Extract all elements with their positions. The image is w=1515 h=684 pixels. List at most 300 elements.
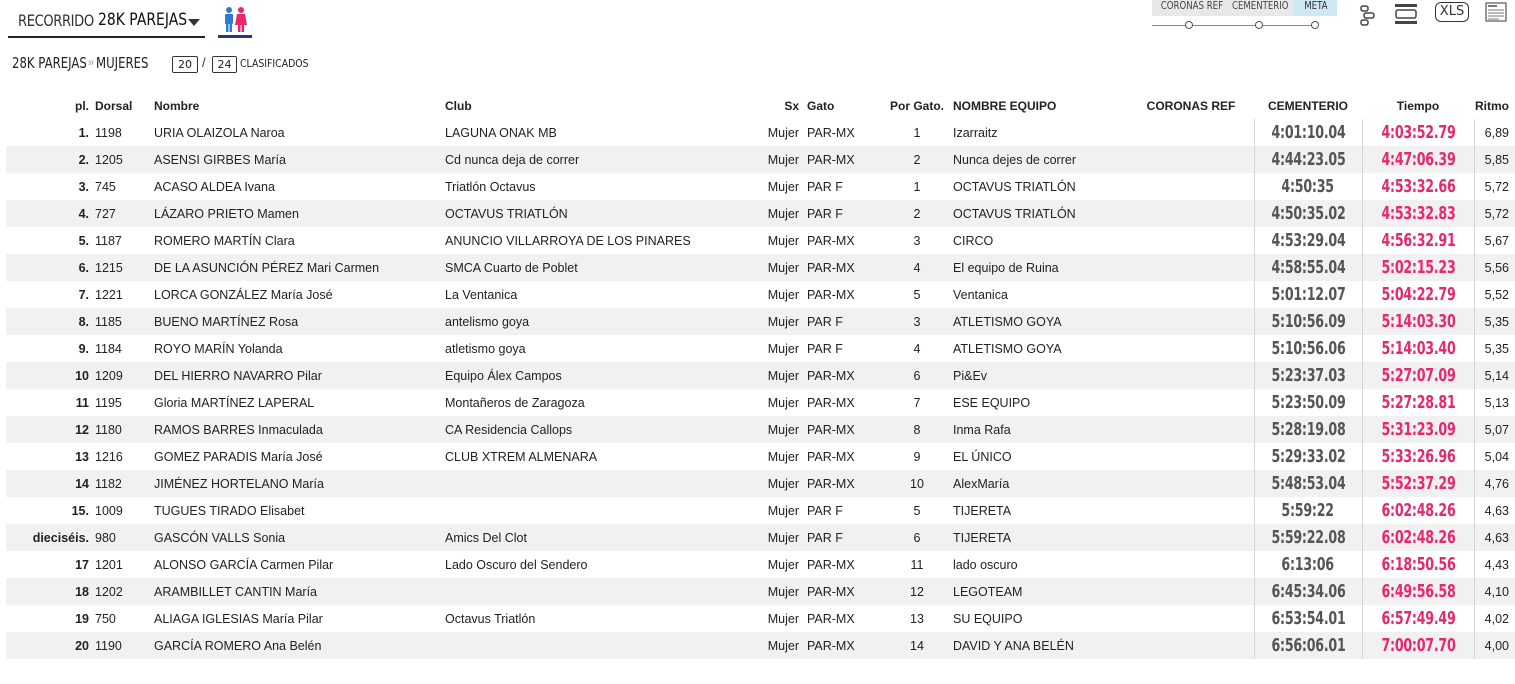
col-header-ritmo[interactable]: Ritmo bbox=[1475, 98, 1509, 113]
cell-tiempo-value: 5:33:26.96 bbox=[1380, 446, 1456, 467]
cell-gato: PAR-MX bbox=[807, 254, 881, 281]
cell-nombre-equipo: Izarraitz bbox=[953, 125, 998, 140]
table-row[interactable] bbox=[6, 389, 1515, 416]
cell-cementerio bbox=[1254, 443, 1362, 470]
cell-coronas-ref bbox=[1128, 605, 1254, 632]
cell-cementerio bbox=[1254, 146, 1362, 173]
col-header-dorsal[interactable]: Dorsal bbox=[95, 98, 133, 113]
cell-cementerio bbox=[1254, 497, 1362, 524]
cell-coronas-ref bbox=[1128, 146, 1254, 173]
cell-nombre-equipo: ATLETISMO GOYA bbox=[953, 308, 1128, 335]
table-row[interactable] bbox=[6, 524, 1515, 551]
total-count: 24 bbox=[212, 56, 237, 73]
cell-pl: dieciséis. bbox=[6, 524, 95, 551]
breadcrumb-course: 28K PAREJAS bbox=[12, 54, 87, 72]
cell-club: La Ventanica bbox=[445, 287, 518, 302]
cell-coronas-ref bbox=[1128, 227, 1254, 254]
cell-tiempo-value: 6:02:48.26 bbox=[1380, 527, 1456, 548]
cell-cementerio bbox=[1254, 389, 1362, 416]
cell-sx: Mujer bbox=[745, 416, 807, 443]
cell-nombre: BUENO MARTÍNEZ Rosa bbox=[154, 308, 445, 335]
breadcrumb-category: MUJERES bbox=[96, 54, 149, 72]
cell-cementerio-value: 5:29:33.02 bbox=[1270, 446, 1346, 467]
cell-tiempo-value: 6:02:48.26 bbox=[1380, 500, 1456, 521]
course-selector-wrapper bbox=[8, 0, 208, 40]
cell-nombre: DE LA ASUNCIÓN PÉREZ Mari Carmen bbox=[154, 254, 445, 281]
cell-pl: 14 bbox=[6, 470, 95, 497]
cell-por-gato: 4 bbox=[913, 341, 921, 356]
table-row[interactable] bbox=[6, 605, 1515, 632]
cell-cementerio bbox=[1254, 227, 1362, 254]
cell-ritmo: 5,04 bbox=[1484, 449, 1509, 464]
cell-nombre: LORCA GONZÁLEZ María José bbox=[154, 287, 333, 302]
cell-club: OCTAVUS TRIATLÓN bbox=[445, 200, 745, 227]
cell-tiempo bbox=[1362, 146, 1474, 173]
cell-por-gato: 10 bbox=[881, 470, 953, 497]
cell-ritmo: 5,14 bbox=[1474, 362, 1515, 389]
cell-club: Equipo Álex Campos bbox=[445, 362, 745, 389]
cell-pl: 2. bbox=[6, 146, 95, 173]
cell-sx: Mujer bbox=[745, 200, 807, 227]
cell-dorsal: 1180 bbox=[95, 416, 154, 443]
table-row[interactable] bbox=[6, 335, 1515, 362]
cell-coronas-ref bbox=[1128, 443, 1254, 470]
col-header-pl[interactable]: pl. bbox=[75, 98, 89, 113]
cell-tiempo-value: 5:02:15.23 bbox=[1380, 257, 1456, 278]
cell-coronas-ref bbox=[1128, 254, 1254, 281]
cell-cementerio-value: 4:53:29.04 bbox=[1270, 230, 1346, 251]
cell-gato: PAR-MX bbox=[807, 557, 855, 572]
cell-club: Cd nunca deja de correr bbox=[445, 146, 745, 173]
cell-ritmo: 6,89 bbox=[1484, 125, 1509, 140]
cell-coronas-ref bbox=[1128, 551, 1254, 578]
cell-nombre: ASENSI GIRBES María bbox=[154, 146, 445, 173]
table-row[interactable] bbox=[6, 173, 1515, 200]
cell-ritmo: 4,00 bbox=[1474, 632, 1515, 659]
cell-gato: PAR-MX bbox=[807, 395, 855, 410]
cell-cementerio bbox=[1254, 281, 1362, 308]
col-header-tiempo[interactable]: Tiempo bbox=[1396, 98, 1440, 113]
cell-nombre: DEL HIERRO NAVARRO Pilar bbox=[154, 362, 445, 389]
slider-stop-meta[interactable] bbox=[1311, 21, 1319, 29]
cell-club: antelismo goya bbox=[445, 308, 745, 335]
cell-coronas-ref bbox=[1128, 119, 1254, 146]
cell-coronas-ref bbox=[1128, 200, 1254, 227]
cell-dorsal: 745 bbox=[95, 179, 116, 194]
tab-cementerio[interactable]: CEMENTERIO bbox=[1224, 0, 1294, 16]
cell-gato: PAR-MX bbox=[807, 233, 855, 248]
cell-dorsal: 727 bbox=[95, 200, 154, 227]
cell-tiempo-value: 6:57:49.49 bbox=[1380, 608, 1456, 629]
cell-tiempo-value: 4:47:06.39 bbox=[1380, 149, 1456, 170]
cell-por-gato: 3 bbox=[913, 233, 921, 248]
cell-sx: Mujer bbox=[745, 254, 807, 281]
results-body bbox=[6, 119, 1515, 659]
cell-ritmo: 4,10 bbox=[1474, 578, 1515, 605]
cell-cementerio bbox=[1254, 308, 1362, 335]
cell-por-gato: 2 bbox=[881, 200, 953, 227]
cell-nombre: RAMOS BARRES Inmaculada bbox=[154, 416, 445, 443]
cell-nombre: GASCÓN VALLS Sonia bbox=[154, 524, 445, 551]
cell-ritmo: 5,52 bbox=[1484, 287, 1509, 302]
cell-cementerio-value: 6:56:06.01 bbox=[1270, 635, 1346, 656]
cell-tiempo-value: 4:53:32.66 bbox=[1380, 176, 1456, 197]
cell-sx: Mujer bbox=[745, 578, 807, 605]
cell-coronas-ref bbox=[1128, 497, 1254, 524]
cell-por-gato: 13 bbox=[910, 611, 924, 626]
cell-gato: PAR F bbox=[807, 200, 881, 227]
cell-club: CLUB XTREM ALMENARA bbox=[445, 449, 598, 464]
cell-nombre: JIMÉNEZ HORTELANO María bbox=[154, 470, 445, 497]
cell-coronas-ref bbox=[1128, 470, 1254, 497]
cell-nombre-equipo: Pi&Ev bbox=[953, 362, 1128, 389]
cell-tiempo bbox=[1362, 254, 1474, 281]
cell-cementerio bbox=[1254, 173, 1362, 200]
col-header-club[interactable]: Club bbox=[445, 98, 472, 113]
cell-gato: PAR-MX bbox=[807, 416, 881, 443]
cell-por-gato: 6 bbox=[881, 362, 953, 389]
cell-dorsal: 1216 bbox=[95, 449, 123, 464]
cell-dorsal: 1201 bbox=[95, 557, 123, 572]
table-row[interactable] bbox=[6, 308, 1515, 335]
cell-pl: 1. bbox=[78, 125, 89, 140]
cell-pl: 6. bbox=[6, 254, 95, 281]
cell-tiempo-value: 5:31:23.09 bbox=[1380, 419, 1456, 440]
table-row[interactable] bbox=[6, 578, 1515, 605]
cell-club: Octavus Triatlón bbox=[445, 611, 536, 626]
cell-cementerio bbox=[1254, 632, 1362, 659]
cell-sx: Mujer bbox=[767, 557, 799, 572]
cell-gato: PAR-MX bbox=[807, 287, 855, 302]
cell-coronas-ref bbox=[1128, 335, 1254, 362]
table-row[interactable] bbox=[6, 551, 1515, 578]
table-row[interactable] bbox=[6, 470, 1515, 497]
cell-tiempo-value: 5:52:37.29 bbox=[1380, 473, 1456, 494]
compact-view-icon bbox=[1394, 3, 1418, 25]
cell-dorsal: 1185 bbox=[95, 308, 154, 335]
cell-club bbox=[445, 497, 745, 524]
cell-tiempo-value: 4:56:32.91 bbox=[1380, 230, 1456, 251]
cell-sx: Mujer bbox=[745, 146, 807, 173]
cell-club: Lado Oscuro del Sendero bbox=[445, 557, 588, 572]
cell-cementerio bbox=[1254, 551, 1362, 578]
cell-ritmo: 5,85 bbox=[1474, 146, 1515, 173]
cell-por-gato: 1 bbox=[913, 125, 921, 140]
slider-stop-coronas[interactable] bbox=[1185, 21, 1193, 29]
cell-nombre: GOMEZ PARADIS María José bbox=[154, 449, 323, 464]
results-table bbox=[6, 92, 1515, 659]
cell-pl: 17 bbox=[75, 557, 89, 572]
cell-tiempo bbox=[1362, 335, 1474, 362]
tab-meta[interactable]: META bbox=[1294, 0, 1337, 16]
col-header-gato[interactable]: Gato bbox=[807, 98, 835, 113]
cell-sx: Mujer bbox=[767, 233, 799, 248]
cell-tiempo-value: 4:53:32.83 bbox=[1380, 203, 1456, 224]
cell-dorsal: 1198 bbox=[95, 125, 122, 140]
cell-nombre: URIA OLAIZOLA Naroa bbox=[154, 125, 285, 140]
cell-ritmo: 4,43 bbox=[1484, 557, 1509, 572]
cell-pl: 9. bbox=[78, 341, 89, 356]
cell-coronas-ref bbox=[1128, 308, 1254, 335]
cell-tiempo-value: 5:14:03.40 bbox=[1380, 338, 1456, 359]
table-row[interactable] bbox=[6, 200, 1515, 227]
cell-por-gato: 5 bbox=[913, 287, 921, 302]
col-header-nombre-equipo[interactable]: NOMBRE EQUIPO bbox=[953, 98, 1057, 113]
cell-cementerio-value: 6:45:34.06 bbox=[1270, 581, 1346, 602]
split-view-button[interactable] bbox=[1358, 4, 1378, 31]
cell-nombre-equipo: ESE EQUIPO bbox=[953, 395, 1031, 410]
cell-dorsal: 1184 bbox=[95, 341, 122, 356]
cell-cementerio bbox=[1254, 470, 1362, 497]
slider-stop-cementerio[interactable] bbox=[1255, 21, 1263, 29]
cell-nombre: ACASO ALDEA Ivana bbox=[154, 179, 275, 194]
tab-coronas-ref[interactable]: CORONAS REF bbox=[1152, 0, 1224, 16]
cell-gato: PAR F bbox=[807, 524, 881, 551]
cell-tiempo bbox=[1362, 470, 1474, 497]
cell-gato: PAR-MX bbox=[807, 362, 881, 389]
cell-sx: Mujer bbox=[745, 362, 807, 389]
cell-tiempo bbox=[1362, 551, 1474, 578]
cell-coronas-ref bbox=[1128, 173, 1254, 200]
cell-tiempo bbox=[1362, 308, 1474, 335]
cell-tiempo bbox=[1362, 605, 1474, 632]
cell-nombre-equipo: ATLETISMO GOYA bbox=[953, 341, 1062, 356]
cell-pl: 3. bbox=[78, 179, 89, 194]
cell-cementerio bbox=[1254, 578, 1362, 605]
table-row[interactable] bbox=[6, 497, 1515, 524]
cell-nombre-equipo: AlexMaría bbox=[953, 470, 1128, 497]
compact-view-button[interactable] bbox=[1394, 3, 1418, 30]
cell-gato: PAR F bbox=[807, 308, 881, 335]
cell-gato: PAR-MX bbox=[807, 449, 855, 464]
cell-pl: 20 bbox=[6, 632, 95, 659]
cell-cementerio-value: 5:59:22 bbox=[1281, 500, 1335, 521]
table-header-row bbox=[6, 92, 1515, 119]
cell-pl: 4. bbox=[6, 200, 95, 227]
print-button[interactable] bbox=[1485, 2, 1507, 27]
cell-pl: 8. bbox=[6, 308, 95, 335]
table-row[interactable] bbox=[6, 416, 1515, 443]
cell-dorsal: 1221 bbox=[95, 287, 123, 302]
cell-gato: PAR F bbox=[807, 503, 843, 518]
split-view-icon bbox=[1358, 4, 1378, 26]
cell-nombre-equipo: El equipo de Ruina bbox=[953, 254, 1128, 281]
cell-cementerio-value: 5:01:12.07 bbox=[1270, 284, 1346, 305]
cell-pl: 18 bbox=[6, 578, 95, 605]
cell-coronas-ref bbox=[1128, 524, 1254, 551]
cell-sx: Mujer bbox=[767, 179, 799, 194]
cell-cementerio-value: 4:58:55.04 bbox=[1270, 257, 1346, 278]
cell-dorsal: 1182 bbox=[95, 470, 154, 497]
cell-tiempo-value: 5:27:28.81 bbox=[1380, 392, 1456, 413]
cell-tiempo-value: 7:00:07.70 bbox=[1380, 635, 1456, 656]
cell-cementerio bbox=[1254, 416, 1362, 443]
table-row[interactable] bbox=[6, 119, 1515, 146]
cell-tiempo-value: 6:18:50.56 bbox=[1380, 554, 1456, 575]
cell-gato: PAR-MX bbox=[807, 578, 881, 605]
cell-cementerio-value: 4:44:23.05 bbox=[1270, 149, 1346, 170]
gender-filter-button[interactable] bbox=[218, 6, 252, 38]
cell-por-gato: 8 bbox=[881, 416, 953, 443]
cell-nombre-equipo: CIRCO bbox=[953, 233, 994, 248]
xls-label: XLS bbox=[1435, 2, 1469, 22]
cell-pl: 15. bbox=[71, 503, 89, 518]
cell-gato: PAR-MX bbox=[807, 632, 881, 659]
cell-cementerio-value: 4:01:10.04 bbox=[1270, 122, 1346, 143]
col-header-por-gato[interactable]: Por Gato. bbox=[889, 98, 944, 113]
cell-sx: Mujer bbox=[767, 395, 799, 410]
cell-sx: Mujer bbox=[745, 632, 807, 659]
table-row[interactable] bbox=[6, 632, 1515, 659]
cell-sx: Mujer bbox=[767, 125, 799, 140]
col-header-cementerio[interactable]: CEMENTERIO bbox=[1267, 98, 1348, 113]
cell-dorsal: 1215 bbox=[95, 254, 154, 281]
cell-por-gato: 5 bbox=[913, 503, 921, 518]
cell-tiempo-value: 5:04:22.79 bbox=[1380, 284, 1456, 305]
cell-cementerio-value: 5:10:56.06 bbox=[1270, 338, 1346, 359]
cell-cementerio-value: 4:50:35 bbox=[1281, 176, 1335, 197]
cell-ritmo: 5,67 bbox=[1484, 233, 1509, 248]
cell-pl: 13 bbox=[75, 449, 89, 464]
cell-tiempo bbox=[1362, 227, 1474, 254]
cell-club: Triatlón Octavus bbox=[445, 179, 536, 194]
cell-cementerio bbox=[1254, 119, 1362, 146]
cell-cementerio bbox=[1254, 200, 1362, 227]
cell-tiempo-value: 5:14:03.30 bbox=[1380, 311, 1456, 332]
cell-nombre: ALIAGA IGLESIAS María Pilar bbox=[154, 611, 323, 626]
cell-por-gato: 2 bbox=[881, 146, 953, 173]
cell-pl: 19 bbox=[75, 611, 89, 626]
checkpoint-slider-track bbox=[1152, 25, 1315, 26]
cell-sx: Mujer bbox=[767, 287, 799, 302]
cell-pl: 7. bbox=[78, 287, 89, 302]
cell-dorsal: 1190 bbox=[95, 632, 154, 659]
cell-club bbox=[445, 632, 745, 659]
cell-pl: 10 bbox=[6, 362, 95, 389]
col-header-sx[interactable]: Sx bbox=[784, 98, 799, 113]
cell-cementerio-value: 5:23:50.09 bbox=[1270, 392, 1346, 413]
cell-dorsal: 1209 bbox=[95, 362, 154, 389]
cell-por-gato: 3 bbox=[881, 308, 953, 335]
cell-nombre: TUGUES TIRADO Elisabet bbox=[154, 503, 305, 518]
cell-nombre: LÁZARO PRIETO Mamen bbox=[154, 200, 445, 227]
breadcrumb bbox=[12, 52, 163, 74]
course-selector-value: 28K PAREJAS bbox=[98, 10, 188, 30]
cell-cementerio-value: 5:23:37.03 bbox=[1270, 365, 1346, 386]
cell-club: SMCA Cuarto de Poblet bbox=[445, 254, 745, 281]
document-icon bbox=[1485, 2, 1507, 22]
cell-nombre-equipo: EL ÚNICO bbox=[953, 449, 1012, 464]
cell-tiempo bbox=[1362, 497, 1474, 524]
course-selector[interactable] bbox=[8, 4, 205, 38]
cell-por-gato: 12 bbox=[881, 578, 953, 605]
cell-dorsal: 1195 bbox=[95, 395, 122, 410]
cell-tiempo bbox=[1362, 200, 1474, 227]
male-female-icon bbox=[218, 6, 252, 34]
cell-ritmo: 4,02 bbox=[1484, 611, 1509, 626]
cell-pl: 11 bbox=[75, 395, 89, 410]
chevron-down-icon bbox=[188, 19, 200, 26]
cell-club bbox=[445, 578, 745, 605]
cell-club: ANUNCIO VILLARROYA DE LOS PINARES bbox=[445, 233, 691, 248]
table-row[interactable] bbox=[6, 443, 1515, 470]
cell-tiempo bbox=[1362, 524, 1474, 551]
cell-tiempo bbox=[1362, 632, 1474, 659]
cell-sx: Mujer bbox=[745, 308, 807, 335]
classified-label: CLASIFICADOS bbox=[240, 57, 309, 70]
export-xls-button[interactable] bbox=[1435, 2, 1469, 22]
table-row[interactable] bbox=[6, 362, 1515, 389]
cell-tiempo bbox=[1362, 173, 1474, 200]
cell-pl: 12 bbox=[6, 416, 95, 443]
cell-coronas-ref bbox=[1128, 362, 1254, 389]
cell-nombre-equipo: Ventanica bbox=[953, 287, 1008, 302]
cell-gato: PAR F bbox=[807, 341, 843, 356]
cell-sx: Mujer bbox=[745, 470, 807, 497]
cell-cementerio bbox=[1254, 335, 1362, 362]
col-header-coronas-ref[interactable]: CORONAS REF bbox=[1146, 98, 1236, 113]
cell-cementerio-value: 5:59:22.08 bbox=[1270, 527, 1346, 548]
cell-cementerio bbox=[1254, 254, 1362, 281]
shown-count: 20 bbox=[172, 56, 198, 73]
course-selector-label: RECORRIDO bbox=[18, 10, 94, 30]
cell-cementerio-value: 6:53:54.01 bbox=[1270, 608, 1346, 629]
cell-gato: PAR-MX bbox=[807, 611, 855, 626]
cell-cementerio bbox=[1254, 605, 1362, 632]
cell-ritmo: 4,63 bbox=[1474, 524, 1515, 551]
table-row[interactable] bbox=[6, 227, 1515, 254]
cell-cementerio-value: 5:28:19.08 bbox=[1270, 419, 1346, 440]
cell-ritmo: 5,13 bbox=[1484, 395, 1509, 410]
cell-tiempo-value: 6:49:56.58 bbox=[1380, 581, 1456, 602]
cell-nombre: Gloria MARTÍNEZ LAPERAL bbox=[154, 395, 315, 410]
breadcrumb-separator: » bbox=[87, 57, 95, 69]
table-row[interactable] bbox=[6, 254, 1515, 281]
cell-club: Montañeros de Zaragoza bbox=[445, 395, 585, 410]
cell-nombre: ARAMBILLET CANTIN María bbox=[154, 578, 445, 605]
cell-por-gato: 4 bbox=[881, 254, 953, 281]
checkpoint-view-switch bbox=[1152, 0, 1327, 32]
col-header-nombre[interactable]: Nombre bbox=[154, 98, 200, 113]
cell-por-gato: 6 bbox=[881, 524, 953, 551]
cell-club bbox=[445, 470, 745, 497]
cell-nombre-equipo: DAVID Y ANA BELÉN bbox=[953, 632, 1128, 659]
cell-sx: Mujer bbox=[767, 341, 799, 356]
cell-dorsal: 980 bbox=[95, 524, 154, 551]
cell-tiempo bbox=[1362, 389, 1474, 416]
cell-club: LAGUNA ONAK MB bbox=[445, 125, 557, 140]
table-row[interactable] bbox=[6, 281, 1515, 308]
cell-sx: Mujer bbox=[767, 503, 799, 518]
cell-gato: PAR F bbox=[807, 179, 843, 194]
cell-coronas-ref bbox=[1128, 389, 1254, 416]
cell-sx: Mujer bbox=[745, 524, 807, 551]
cell-nombre-equipo: TIJERETA bbox=[953, 524, 1128, 551]
cell-ritmo: 5,35 bbox=[1484, 341, 1509, 356]
cell-por-gato: 11 bbox=[910, 557, 924, 572]
cell-cementerio-value: 5:10:56.09 bbox=[1270, 311, 1346, 332]
cell-dorsal: 1202 bbox=[95, 578, 154, 605]
cell-cementerio bbox=[1254, 524, 1362, 551]
cell-gato: PAR-MX bbox=[807, 470, 881, 497]
table-row[interactable] bbox=[6, 146, 1515, 173]
cell-cementerio-value: 4:50:35.02 bbox=[1270, 203, 1346, 224]
cell-tiempo bbox=[1362, 578, 1474, 605]
cell-coronas-ref bbox=[1128, 632, 1254, 659]
cell-club: atletismo goya bbox=[445, 341, 526, 356]
cell-coronas-ref bbox=[1128, 281, 1254, 308]
cell-dorsal: 1187 bbox=[95, 233, 122, 248]
